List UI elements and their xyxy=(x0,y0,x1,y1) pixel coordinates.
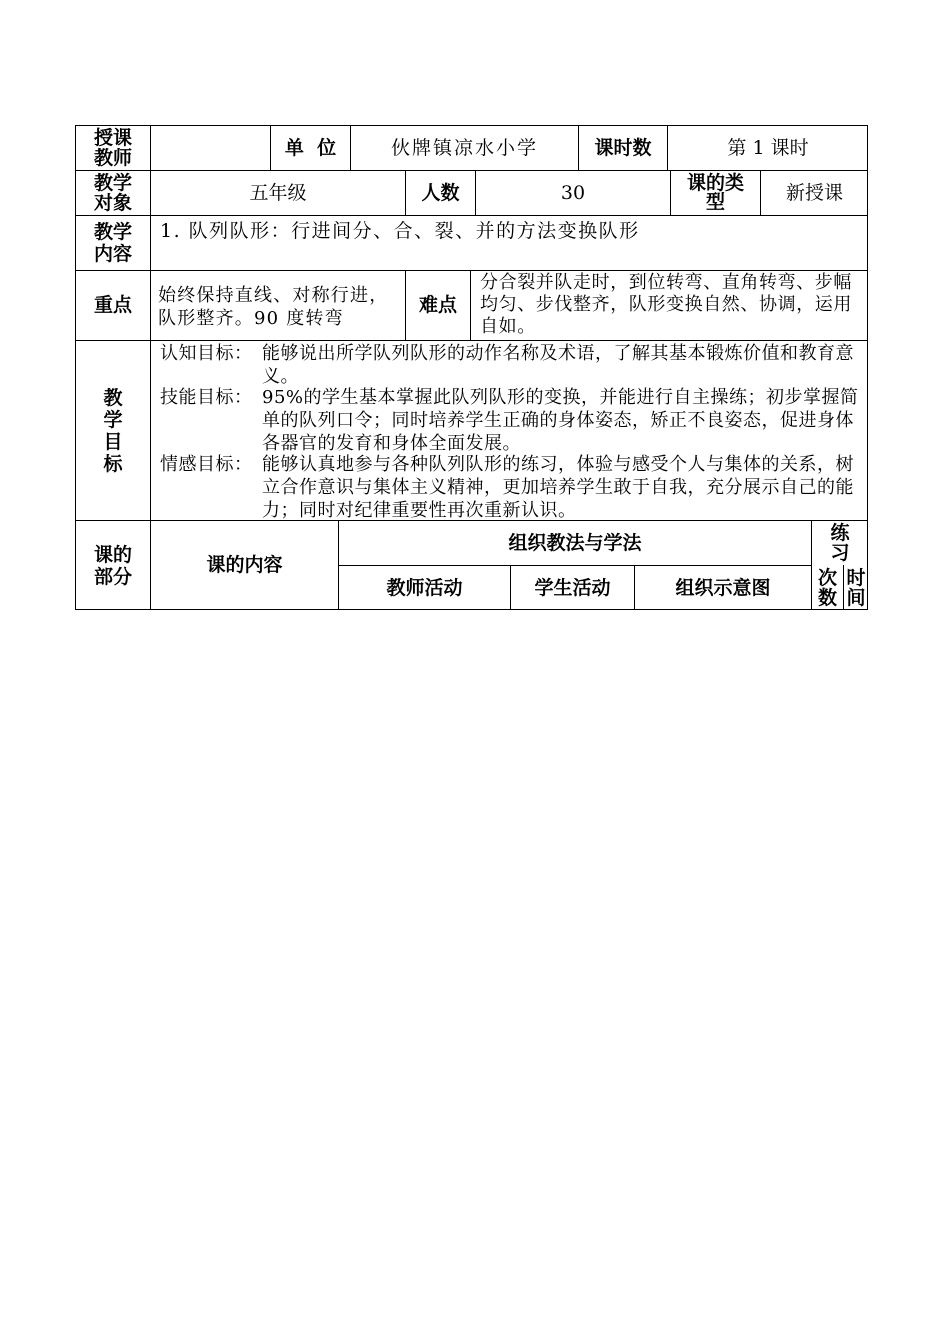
goals-label: 教学目标 xyxy=(103,386,123,475)
content-value: 1. 队列队形：行进间分、合、裂、并的方法变换队形 xyxy=(160,221,640,242)
part-label: 课的部分 xyxy=(93,543,132,588)
practice-label: 练习 xyxy=(830,522,850,564)
count-value: 30 xyxy=(560,181,586,204)
col-divider xyxy=(470,270,471,340)
teacher-value xyxy=(151,126,270,170)
type-label: 课的类型 xyxy=(686,172,744,213)
difficulty-label: 难点 xyxy=(418,294,457,316)
row-divider xyxy=(75,270,868,271)
type-value: 新授课 xyxy=(785,181,843,204)
teacher-activity-label: 教师活动 xyxy=(386,576,463,599)
lessons-value: 第 1 课时 xyxy=(727,136,809,159)
unit-value: 伙牌镇凉水小学 xyxy=(390,136,538,159)
goal-label: 技能目标： xyxy=(160,387,253,408)
goal-text: 能够认真地参与各种队列队形的练习，体验与感受个人与集体的关系，树立合作意识与集体主义精神，更加培养学生敢于自我，充分展示自己的能力；同时对纪律重要性再次重新认识。 xyxy=(262,454,854,521)
row-divider xyxy=(75,340,868,341)
count-label: 人数 xyxy=(421,181,460,204)
content-column-label: 课的内容 xyxy=(206,554,283,576)
target-label: 教学对象 xyxy=(93,172,132,214)
emotional-goal xyxy=(160,453,860,522)
times-label: 次数 xyxy=(817,567,837,609)
key-point-label: 重点 xyxy=(93,294,132,316)
diagram-label: 组织示意图 xyxy=(675,576,771,599)
goal-text: 95%的学生基本掌握此队列队形的变换，并能进行自主操练；初步掌握简单的队列口令；同时培养学生正确的身体姿态，矫正不良姿态，促进身体各器官的发育和身体全面发展。 xyxy=(262,387,859,454)
method-label: 组织教法与学法 xyxy=(508,531,642,554)
goal-label: 认知目标： xyxy=(160,343,253,364)
row-divider xyxy=(75,215,868,216)
difficulty-value: 分合裂并队走时，到位转弯、直角转弯、步幅均匀、步伐整齐，队形变换自然、协调，运用自如。 xyxy=(480,272,852,337)
goal-label: 情感目标： xyxy=(160,454,253,475)
target-value: 五年级 xyxy=(249,181,307,204)
skill-goal xyxy=(160,386,860,455)
content-label: 教学内容 xyxy=(93,221,132,265)
teacher-label: 授课教师 xyxy=(93,127,132,169)
duration-label: 时间 xyxy=(846,567,866,609)
key-point-value: 始终保持直线、对称行进，队形整齐。90 度转弯 xyxy=(158,285,389,329)
student-activity-label: 学生活动 xyxy=(534,576,611,599)
lessons-label: 课时数 xyxy=(594,136,652,159)
cognitive-goal xyxy=(160,342,860,388)
goal-text: 能够说出所学队列队形的动作名称及术语，了解其基本锻炼价值和教育意义。 xyxy=(262,343,854,387)
unit-label: 单 位 xyxy=(284,136,337,159)
